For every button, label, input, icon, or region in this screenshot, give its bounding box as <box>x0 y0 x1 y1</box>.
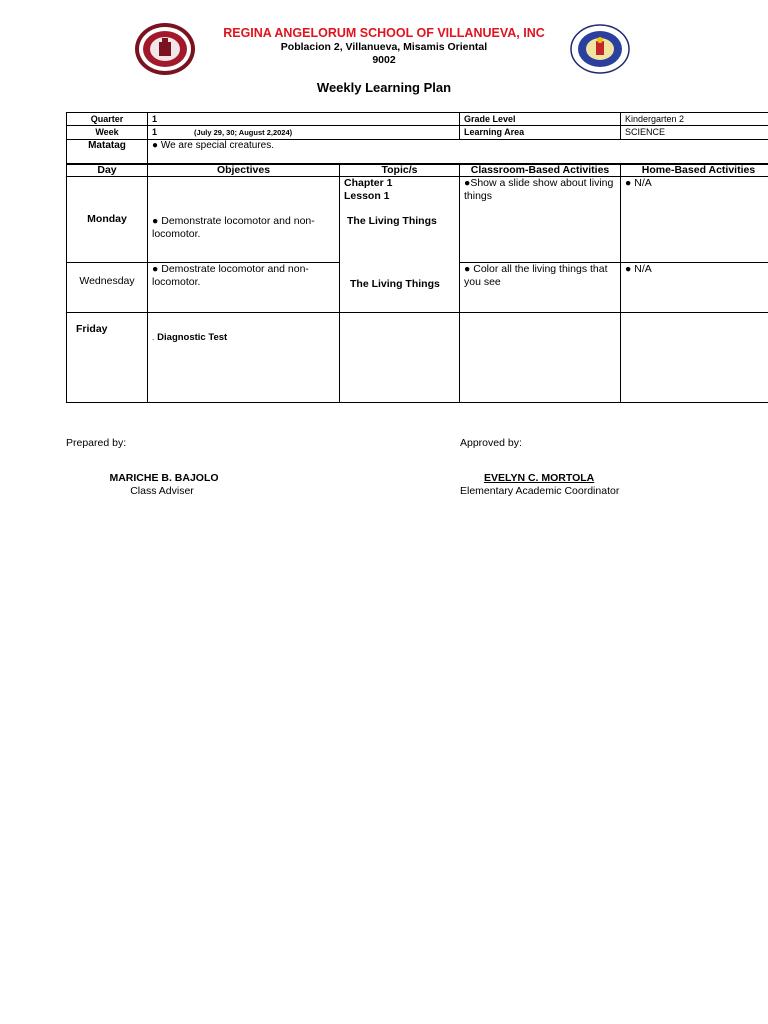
home-cell: ● N/A <box>621 263 768 313</box>
classroom-cell: ●Show a slide show about living things <box>460 177 621 263</box>
day-cell: Wednesday <box>67 263 148 313</box>
prepared-role: Class Adviser <box>130 485 194 497</box>
prepared-name: MARICHE B. BAJOLO <box>109 472 219 484</box>
day-cell: Monday <box>67 177 148 263</box>
topic-lesson: Lesson 1 <box>344 190 390 202</box>
topic-chapter: Chapter 1 <box>344 177 393 189</box>
quarter-value: 1 <box>148 113 460 126</box>
learning-area-label: Learning Area <box>460 126 621 140</box>
school-address: Poblacion 2, Villanueva, Misamis Oriental <box>280 41 488 53</box>
topic-cell <box>340 177 460 313</box>
day-cell: Friday <box>67 313 148 403</box>
grade-level-label: Grade Level <box>460 113 621 126</box>
grade-level-value: Kindergarten 2 <box>621 113 768 126</box>
plan-table <box>66 163 768 403</box>
objective-text: Diagnostic Test <box>157 332 228 343</box>
page-title: Weekly Learning Plan <box>316 80 452 95</box>
header-day: Day <box>67 164 148 177</box>
week-cell <box>148 126 460 140</box>
approved-name: EVELYN C. MORTOLA <box>484 472 595 484</box>
prepared-label: Prepared by: <box>66 437 127 449</box>
matatag-value: ● We are special creatures. <box>148 140 768 165</box>
topic-cell <box>340 313 460 403</box>
approved-label: Approved by: <box>460 437 522 449</box>
school-name: REGINA ANGELORUM SCHOOL OF VILLANUEVA, INC <box>223 26 545 40</box>
table-row <box>67 313 768 403</box>
objective-cell: ● Demostrate locomotor and non-locomotor. <box>148 263 340 313</box>
week-value: 1 <box>152 127 158 137</box>
objective-cell: ● Demonstrate locomotor and non-locomotor. <box>148 177 340 263</box>
week-dates: (July 29, 30; August 2,2024) <box>194 128 293 137</box>
learning-area-value: SCIENCE <box>621 126 768 140</box>
matatag-label: Matatag <box>67 140 148 165</box>
header-home: Home-Based Activities <box>621 164 768 177</box>
header-classroom: Classroom-Based Activities <box>460 164 621 177</box>
objective-cell <box>148 313 340 403</box>
zip-code: 9002 <box>372 54 396 66</box>
topic-title: The Living Things <box>347 215 437 227</box>
info-table <box>66 112 768 165</box>
home-cell <box>621 313 768 403</box>
header-objectives: Objectives <box>148 164 340 177</box>
topic-title-wednesday: The Living Things <box>350 278 440 290</box>
classroom-cell <box>460 313 621 403</box>
classroom-cell: ● Color all the living things that you see <box>460 263 621 313</box>
home-cell: ● N/A <box>621 177 768 263</box>
quarter-label: Quarter <box>67 113 148 126</box>
approved-role: Elementary Academic Coordinator <box>460 485 620 497</box>
objective-prefix: . <box>152 333 155 342</box>
week-label: Week <box>67 126 148 140</box>
header-topics: Topic/s <box>340 164 460 177</box>
table-row <box>67 177 768 263</box>
